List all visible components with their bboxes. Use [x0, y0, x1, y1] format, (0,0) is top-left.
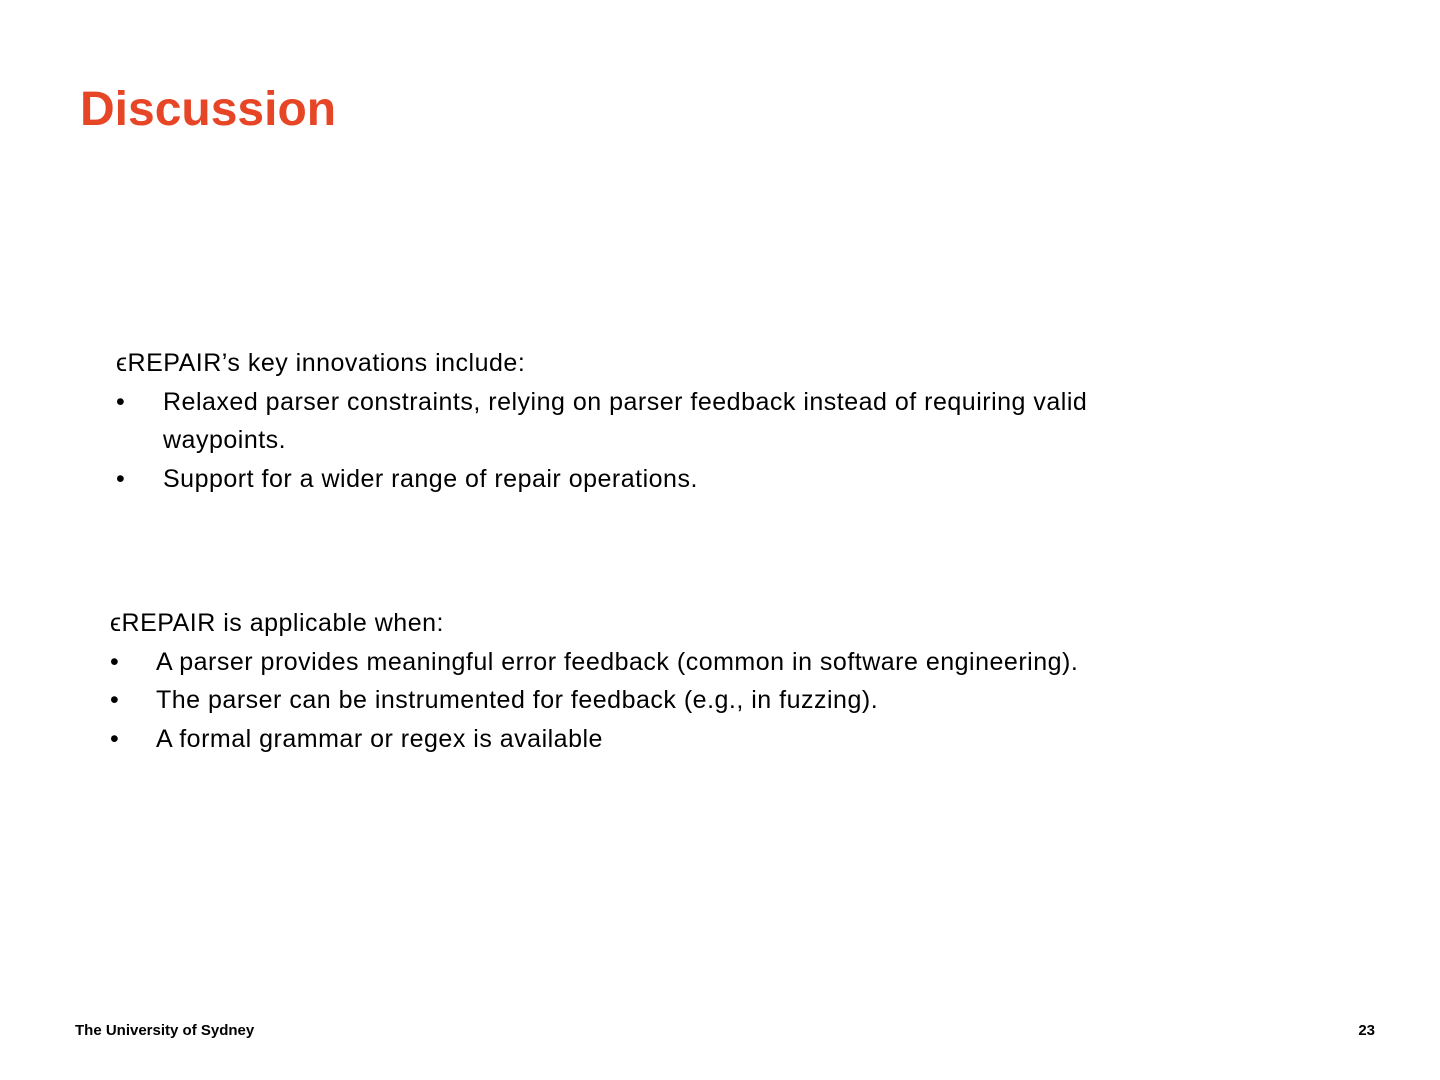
slide-title: Discussion: [80, 83, 337, 136]
bullet-icon: •: [110, 724, 120, 753]
bullet-icon: •: [110, 686, 120, 714]
list-item: [116, 383, 1216, 460]
section-heading: ϵREPAIR’s key innovations include:: [116, 349, 526, 377]
bullet-icon: •: [116, 464, 126, 493]
item-text: A formal grammar or regex is available: [156, 724, 603, 753]
list-item: [116, 460, 1216, 499]
section-heading: ϵREPAIR is applicable when:: [110, 609, 444, 637]
bullet-icon: •: [110, 647, 120, 676]
list-item: [110, 720, 1260, 759]
applicability-section: [110, 604, 1260, 758]
innovations-section: [116, 344, 1216, 498]
list-item: [110, 681, 1260, 720]
item-text: The parser can be instrumented for feedback (e.g., in fuzzing).: [156, 686, 879, 714]
list-item: [110, 643, 1260, 682]
page-number: 23: [1358, 1022, 1375, 1039]
item-text: Support for a wider range of repair operations.: [163, 464, 698, 493]
item-text: A parser provides meaningful error feedback (common in software engineering).: [156, 647, 1079, 676]
bullet-icon: •: [116, 387, 126, 416]
footer-institution: The University of Sydney: [75, 1022, 255, 1039]
item-text: Relaxed parser constraints, relying on parser feedback instead of requiring valid waypoints.: [163, 387, 1088, 454]
